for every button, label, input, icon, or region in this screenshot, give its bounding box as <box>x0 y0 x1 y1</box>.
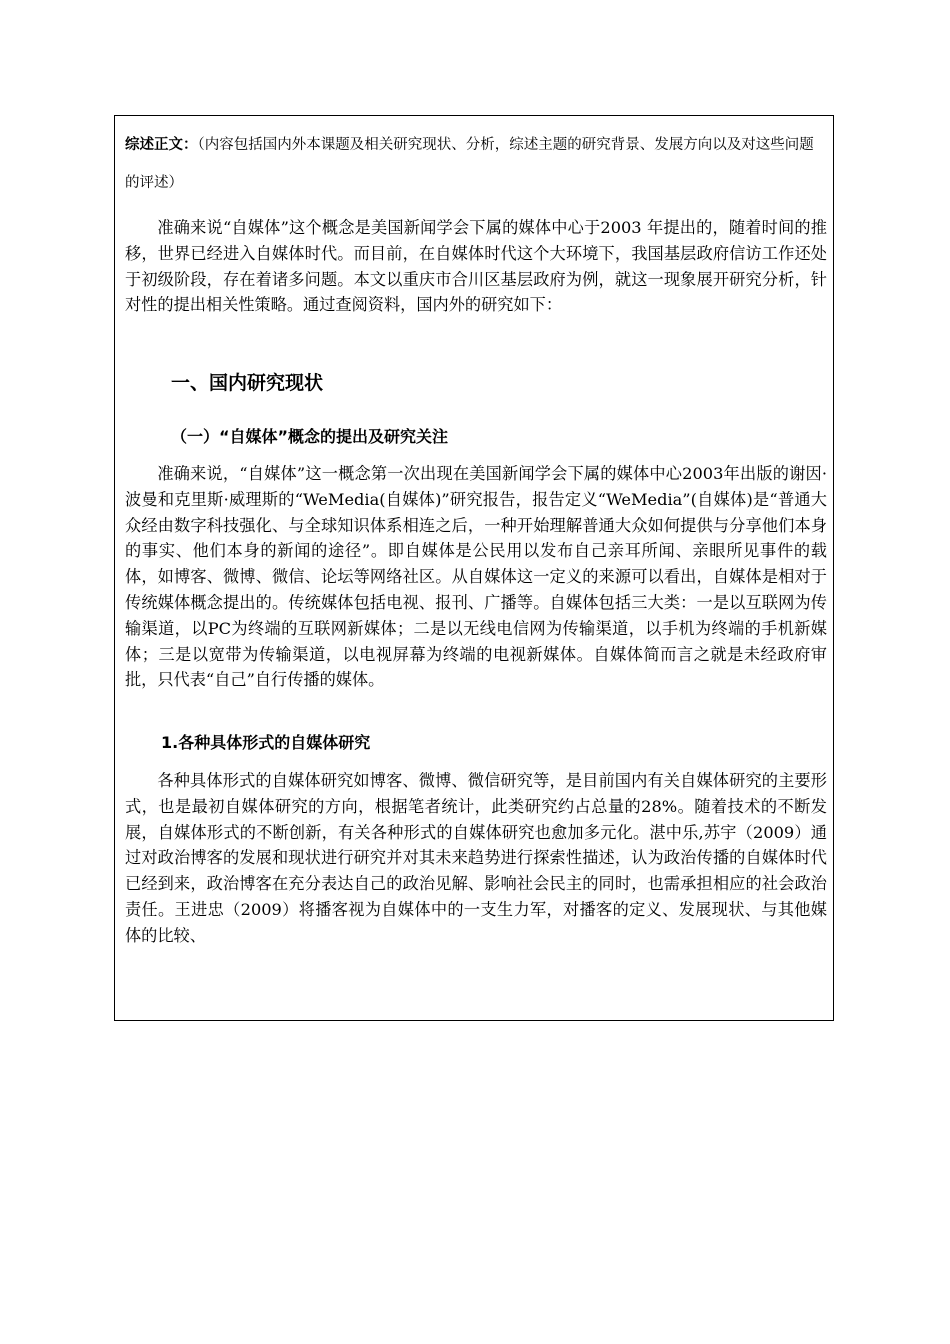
heading-domestic-research: 一、国内研究现状 <box>171 372 324 394</box>
section-instruction-text: （内容包括国内外本课题及相关研究现状、分析，综述主题的研究背景、发展方向以及对这些问题的评述） <box>125 137 814 191</box>
section-label: 综述正文： <box>125 137 198 153</box>
heading-media-forms: 1.各种具体形式的自媒体研究 <box>161 733 371 752</box>
section-instruction <box>125 126 825 202</box>
concept-paragraph: 准确来说，“自媒体”这一概念第一次出现在美国新闻学会下属的媒体中心2003年出版的谢因·波曼和克里斯·威理斯的“WeMedia(自媒体)”研究报告，报告定义“WeMedia”(自媒体)是“普通大众经由数字科技强化、与全球知识体系相连之后，一种开始理解普通大众如何提供与分享他们本身的事实、他们本身的新闻的途径”。即自媒体是公民用以发布自己亲耳所闻、亲眼所见事件的载体，如博客、微博、微信、论坛等网络社区。从自媒体这一定义的来源可以看出，自媒体是相对于传统媒体概念提出的。传统媒体包括电视、报刊、广播等。自媒体包括三大类：一是以互联网为传输渠道，以PC为终端的互联网新媒体；二是以无线电信网为传输渠道，以手机为终端的手机新媒体；三是以宽带为传输渠道，以电视屏幕为终端的电视新媒体。自媒体简而言之就是未经政府审批，只代表“自己”自行传播的媒体。 <box>125 464 827 690</box>
review-body-table-cell <box>114 115 834 1021</box>
intro-paragraph: 准确来说“自媒体”这个概念是美国新闻学会下属的媒体中心于2003 年提出的，随着时间的推移，世界已经进入自媒体时代。而目前，在自媒体时代这个大环境下，我国基层政府信访工作还处于初级阶段，存在着诸多问题。本文以重庆市合川区基层政府为例，就这一现象展开研究分析，针对性的提出相关性策略。通过查阅资料，国内外的研究如下： <box>125 218 827 315</box>
media-forms-paragraph: 各种具体形式的自媒体研究如博客、微博、微信研究等，是目前国内有关自媒体研究的主要形式，也是最初自媒体研究的方向，根据笔者统计，此类研究约占总量的28%。随着技术的不断发展，自媒体形式的不断创新，有关各种形式的自媒体研究也愈加多元化。湛中乐,苏宇（2009）通过对政治博客的发展和现状进行研究并对其未来趋势进行探索性描述，认为政治传播的自媒体时代已经到来，政治博客在充分表达自己的政治见解、影响社会民主的同时，也需承担相应的社会政治责任。王进忠（2009）将播客视为自媒体中的一支生力军，对播客的定义、发展现状、与其他媒体的比较、 <box>125 771 827 945</box>
heading-concept-origin: （一）“自媒体”概念的提出及研究关注 <box>171 427 449 446</box>
